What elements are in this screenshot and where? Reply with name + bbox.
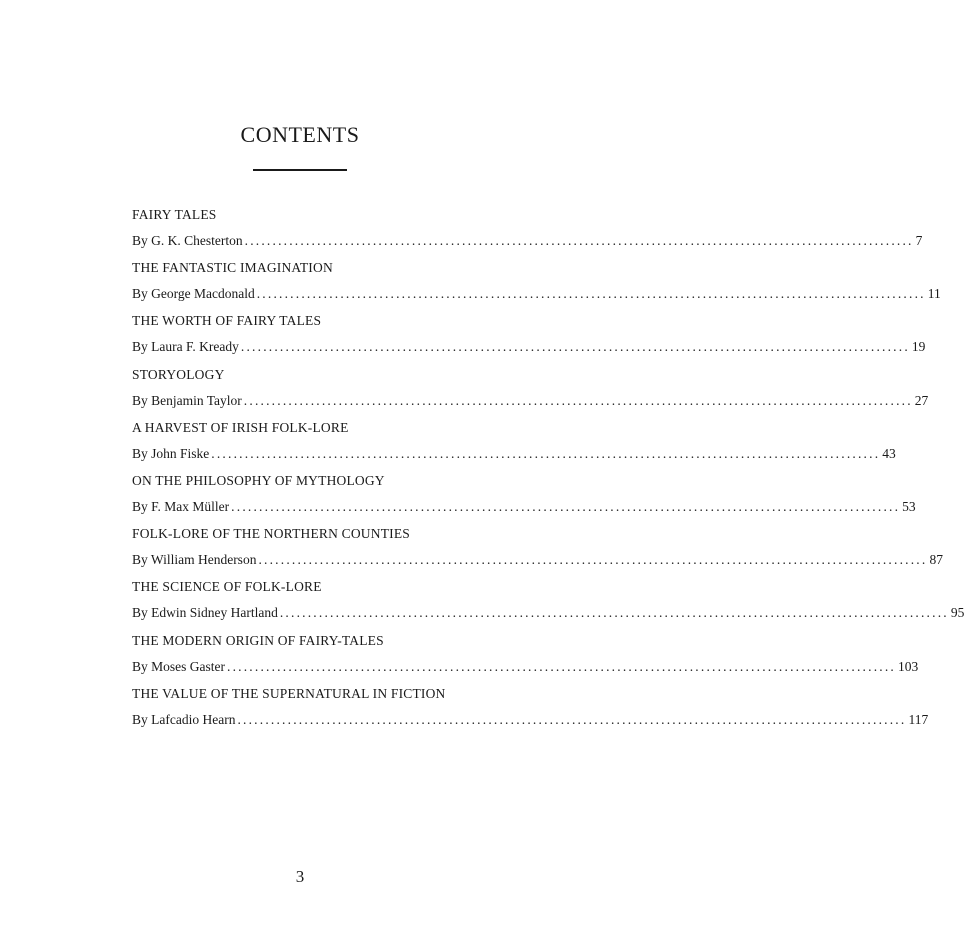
entry-page-number: 7 bbox=[915, 233, 923, 248]
entry-title: ON THE PHILOSOPHY OF MYTHOLOGY bbox=[132, 472, 385, 488]
entry-author: By Lafcadio Hearn bbox=[132, 711, 236, 727]
entry-byline bbox=[132, 497, 916, 517]
entry-page-number: 103 bbox=[898, 658, 919, 674]
entry-title: FOLK-LORE OF THE NORTHERN COUNTIES bbox=[132, 526, 410, 542]
entry-page-number: 117 bbox=[908, 711, 929, 727]
entry-page-number: 87 bbox=[929, 552, 943, 568]
page-number: 3 bbox=[295, 867, 305, 886]
toc-entry[interactable] bbox=[132, 258, 941, 311]
entry-page-number: 19 bbox=[911, 339, 926, 355]
entry-byline bbox=[132, 231, 923, 251]
entry-title: THE VALUE OF THE SUPERNATURAL IN FICTION bbox=[132, 685, 446, 701]
entry-title: THE SCIENCE OF FOLK-LORE bbox=[132, 579, 322, 595]
dot-leader: ........................................................................................................................ bbox=[243, 392, 913, 408]
entry-page-number: 11 bbox=[927, 286, 941, 302]
dot-leader: ........................................................................................................................ bbox=[211, 445, 881, 461]
dot-leader: ........................................................................................................................ bbox=[258, 552, 928, 568]
entry-author: By John Fiske bbox=[132, 445, 210, 461]
dot-leader: ........................................................................................................................ bbox=[279, 605, 949, 621]
page-title: CONTENTS bbox=[240, 122, 360, 147]
dot-leader: ........................................................................................................................ bbox=[237, 711, 907, 727]
entry-page-number: 43 bbox=[882, 445, 896, 461]
entry-page-number: 27 bbox=[914, 392, 929, 408]
entry-author: By Moses Gaster bbox=[132, 658, 225, 674]
entry-byline bbox=[132, 657, 919, 677]
toc-entry[interactable] bbox=[132, 205, 923, 258]
entry-author: By Edwin Sidney Hartland bbox=[132, 605, 278, 621]
entry-author: By Benjamin Taylor bbox=[132, 392, 242, 408]
entry-title: THE FANTASTIC IMAGINATION bbox=[132, 260, 333, 276]
entry-byline bbox=[132, 550, 943, 570]
entry-author: By F. Max Müller bbox=[132, 498, 230, 514]
title-divider bbox=[253, 169, 347, 171]
entry-title: FAIRY TALES bbox=[132, 207, 217, 222]
table-of-contents bbox=[132, 205, 964, 737]
toc-entry[interactable] bbox=[132, 418, 896, 471]
toc-entry[interactable] bbox=[132, 631, 919, 684]
toc-entry[interactable] bbox=[132, 684, 929, 737]
entry-author: By George Macdonald bbox=[132, 286, 255, 302]
entry-title: STORYOLOGY bbox=[132, 366, 225, 382]
entry-author: By William Henderson bbox=[132, 552, 257, 568]
toc-entry[interactable] bbox=[132, 311, 926, 364]
dot-leader: ........................................................................................................................ bbox=[240, 339, 910, 355]
dot-leader: ........................................................................................................................ bbox=[231, 498, 901, 514]
entry-byline bbox=[132, 391, 929, 411]
entry-byline bbox=[132, 337, 926, 357]
dot-leader: ........................................................................................................................ bbox=[256, 286, 926, 302]
entry-byline bbox=[132, 603, 964, 623]
toc-entry[interactable] bbox=[132, 365, 929, 418]
entry-title: THE WORTH OF FAIRY TALES bbox=[132, 313, 322, 329]
toc-entry[interactable] bbox=[132, 471, 916, 524]
entry-byline bbox=[132, 284, 941, 304]
entry-title: THE MODERN ORIGIN OF FAIRY-TALES bbox=[132, 632, 384, 648]
entry-page-number: 95 bbox=[950, 605, 964, 621]
dot-leader: ........................................................................................................................ bbox=[244, 233, 914, 248]
entry-author: By G. K. Chesterton bbox=[132, 233, 243, 248]
entry-title: A HARVEST OF IRISH FOLK-LORE bbox=[132, 419, 349, 435]
entry-author: By Laura F. Kready bbox=[132, 339, 239, 355]
entry-byline bbox=[132, 444, 896, 464]
dot-leader: ........................................................................................................................ bbox=[227, 658, 896, 674]
entry-byline bbox=[132, 710, 929, 730]
toc-entry[interactable] bbox=[132, 577, 964, 630]
entry-page-number: 53 bbox=[902, 498, 916, 514]
toc-entry[interactable] bbox=[132, 524, 943, 577]
